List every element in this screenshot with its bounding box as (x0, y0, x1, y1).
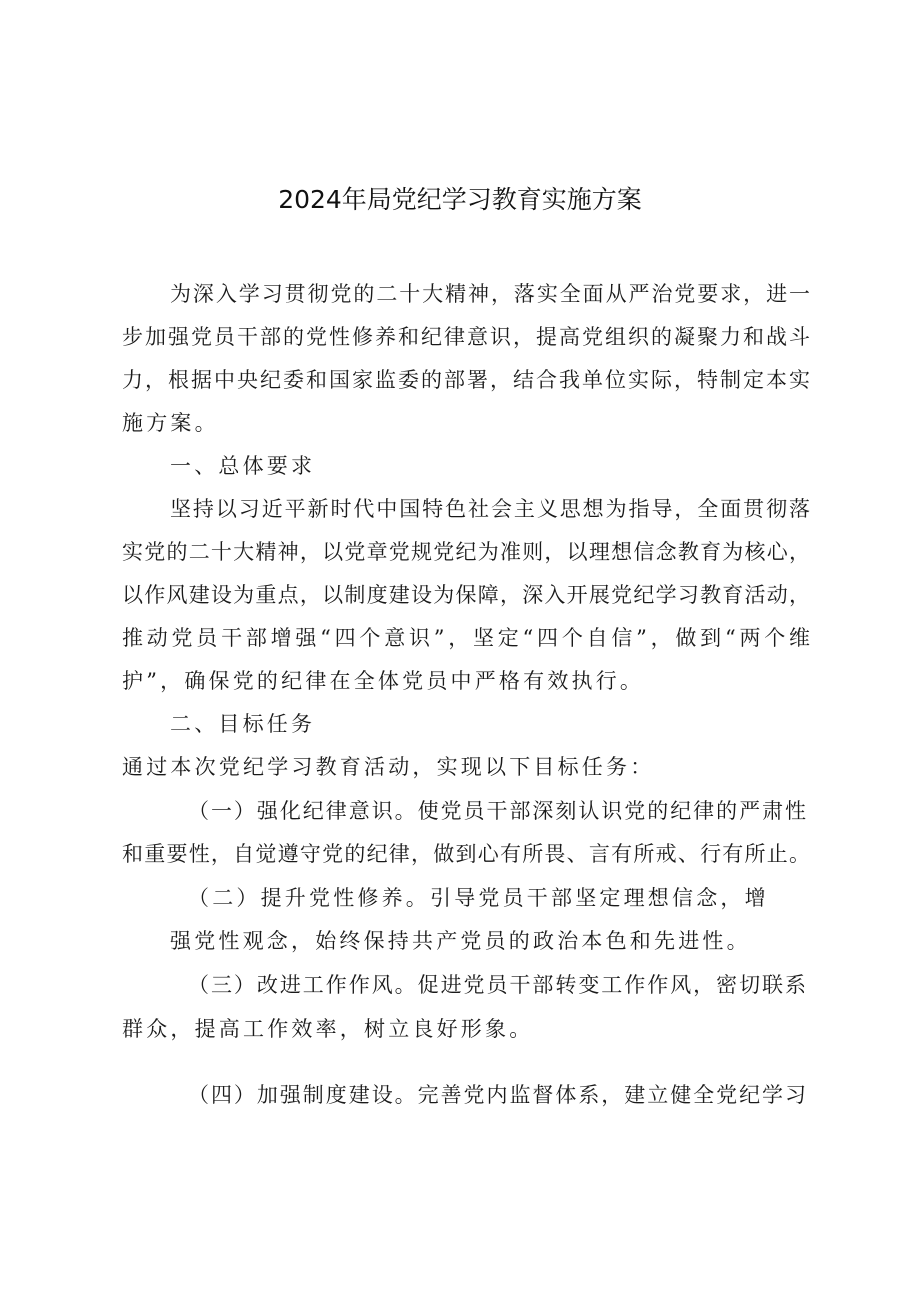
paragraph-line: 推动党员干部增强“四个意识”，坚定“四个自信”，做到“两个维 (122, 626, 810, 650)
section-heading: 一、总体要求 (170, 454, 316, 478)
paragraph-line: 施方案。 (122, 411, 219, 435)
list-item-line: 和重要性，自觉遵守党的纪律，做到心有所畏、言有所戒、行有所止。 (122, 842, 810, 866)
paragraph-line: 为深入学习贯彻党的二十大精神，落实全面从严治党要求，进一 (170, 282, 810, 306)
document-title: 2024年局党纪学习教育实施方案 (278, 185, 642, 214)
section-heading: 二、目标任务 (170, 712, 316, 736)
paragraph-line: 力，根据中央纪委和国家监委的部署，结合我单位实际，特制定本实 (122, 368, 810, 392)
list-item-line: （二）提升党性修养。引导党员干部坚定理想信念，增 (188, 886, 769, 910)
paragraph-line: 护”，确保党的纪律在全体党员中严格有效执行。 (122, 669, 645, 693)
list-item-line: 强党性观念，始终保持共产党员的政治本色和先进性。 (170, 929, 751, 953)
list-item-line: （四）加强制度建设。完善党内监督体系，建立健全党纪学习 (188, 1083, 806, 1107)
paragraph-line: 以作风建设为重点，以制度建设为保障，深入开展党纪学习教育活动， (122, 583, 810, 607)
paragraph-line: 步加强党员干部的党性修养和纪律意识，提高党组织的凝聚力和战斗 (122, 325, 810, 349)
list-item-line: 群众，提高工作效率，树立良好形象。 (122, 1017, 534, 1041)
list-item-line: （三）改进工作作风。促进党员干部转变工作作风，密切联系 (188, 973, 806, 997)
list-item-line: （一）强化纪律意识。使党员干部深刻认识党的纪律的严肃性 (188, 799, 806, 823)
paragraph-line: 实党的二十大精神，以党章党规党纪为准则，以理想信念教育为核心， (122, 540, 810, 564)
paragraph-line: 通过本次党纪学习教育活动，实现以下目标任务： (122, 755, 655, 779)
paragraph-line: 坚持以习近平新时代中国特色社会主义思想为指导，全面贯彻落 (170, 497, 810, 521)
